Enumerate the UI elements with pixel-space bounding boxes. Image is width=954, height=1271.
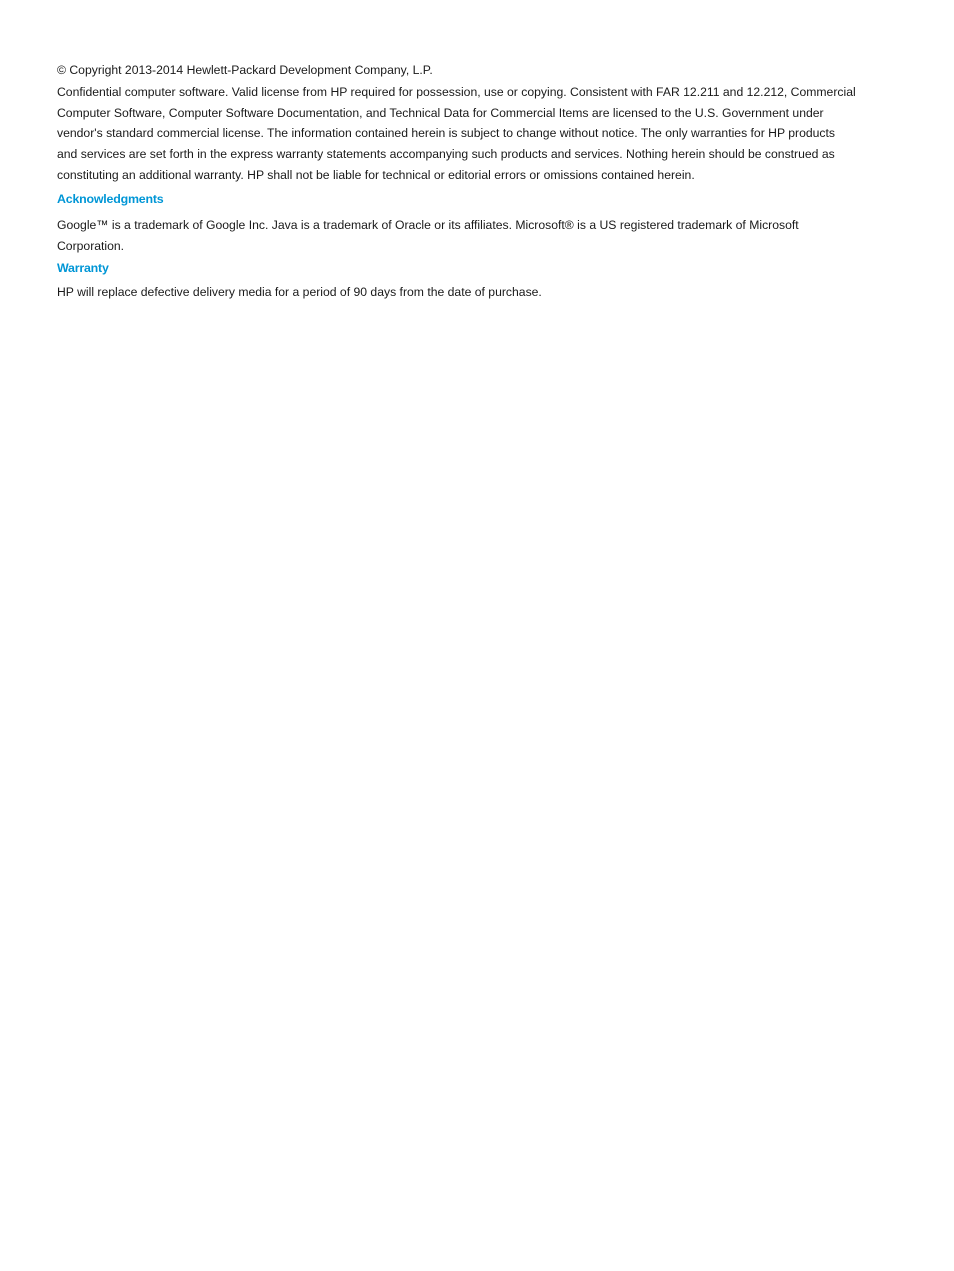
license-line: constituting an additional warranty. HP shall not be liable for technical or editorial errors or omissions contained herein. [57,167,695,182]
warranty-paragraph: HP will replace defective delivery media for a period of 90 days from the date of purchase. [57,285,542,300]
license-line: and services are set forth in the express warranty statements accompanying such products and services. Nothing herein should be construed as [57,147,835,162]
copyright-notice: © Copyright 2013-2014 Hewlett-Packard Development Company, L.P. [57,63,433,77]
warranty-heading: Warranty [57,261,109,276]
acknowledgments-line: Google™ is a trademark of Google Inc. Java is a trademark of Oracle or its affiliates. Microsoft® is a US registered trademark of Microsoft [57,217,799,232]
license-line: Computer Software, Computer Software Documentation, and Technical Data for Commercial Items are licensed to the U.S. Government under [57,105,824,120]
acknowledgments-paragraph [57,215,872,257]
acknowledgments-heading: Acknowledgments [57,191,164,206]
license-paragraph [57,82,872,186]
license-line: vendor's standard commercial license. The information contained herein is subject to change without notice. The only warranties for HP products [57,126,835,141]
acknowledgments-line: Corporation. [57,238,125,253]
license-line: Confidential computer software. Valid license from HP required for possession, use or copying. Consistent with FAR 12.211 and 12.212, Commercial [57,84,856,99]
document-page [57,60,872,303]
